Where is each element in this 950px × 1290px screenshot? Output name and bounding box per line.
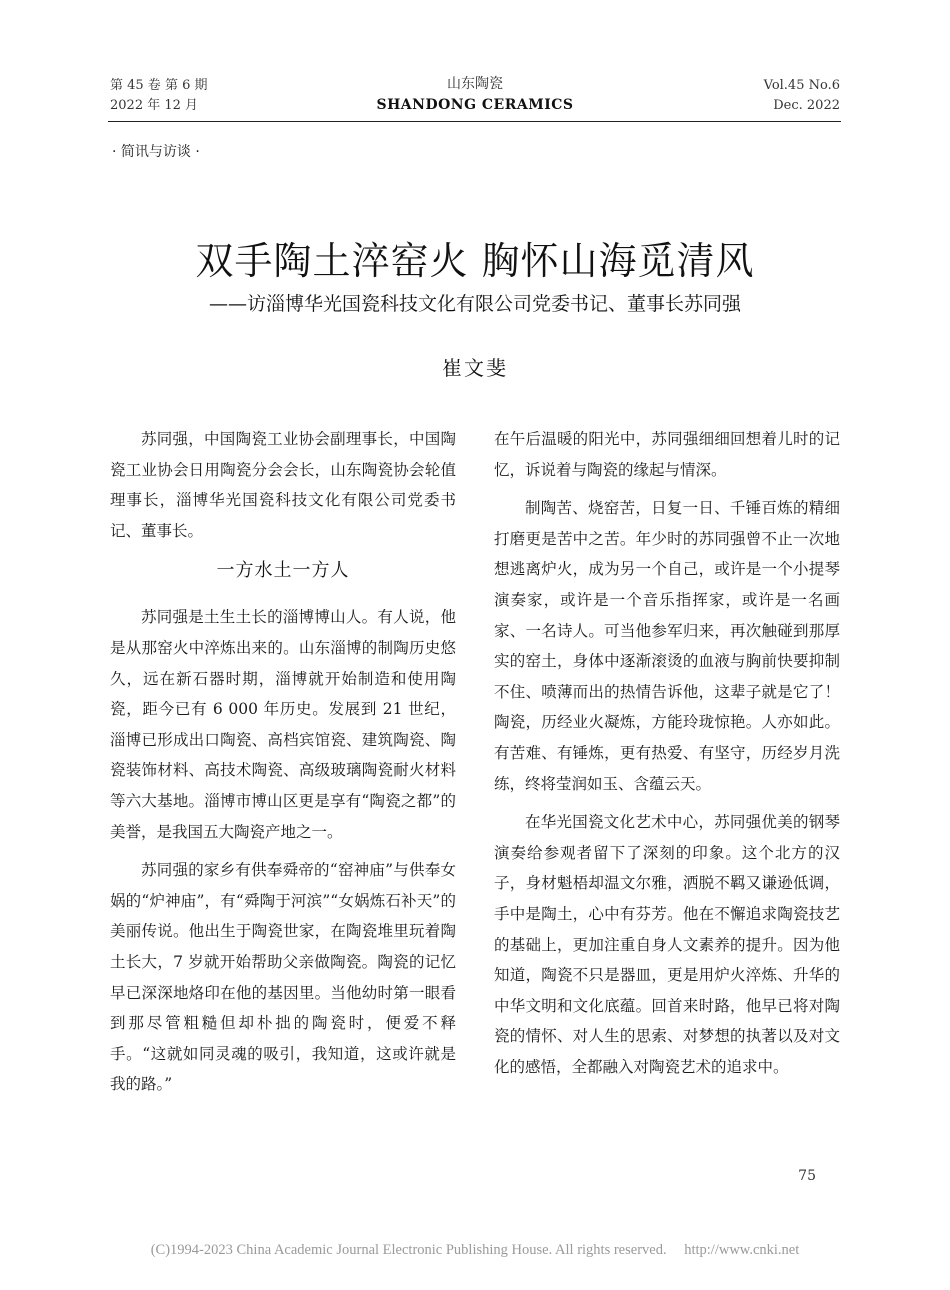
- date-en: Dec. 2022: [773, 98, 840, 113]
- page-number: 75: [798, 1168, 816, 1184]
- body-paragraph-3: 制陶苦、烧窑苦，日复一日、千锤百炼的精细打磨更是苦中之苦。年少时的苏同强曾不止一次地想逃离炉火，成为另一个自己，或许是一个小提琴演奏家，或许是一个音乐指挥家，或许是一名画家、一名诗人。可当他参军归来，再次触碰到那厚实的窑土，身体中逐渐滚烫的血液与胸前快要抑制不住、喷薄而出的热情告诉他，这辈子就是它了！陶瓷，历经业火凝炼，方能玲珑惊艳。人亦如此。有苦难、有锤炼，更有热爱、有坚守，历经岁月洗练，终将莹润如玉、含蕴云天。: [494, 499, 840, 793]
- header-right: [764, 76, 840, 116]
- article-subtitle: ——访淄博华光国瓷科技文化有限公司党委书记、董事长苏同强: [208, 293, 741, 315]
- header-rule: [108, 121, 841, 122]
- body-paragraph-1: 苏同强是土生土长的淄博博山人。有人说，他是从那窑火中淬炼出来的。山东淄博的制陶历史悠久，远在新石器时期，淄博就开始制造和使用陶瓷，距今已有 6 000 年历史。发展到 21 世纪，淄博已形成出口陶瓷、高档宾馆瓷、建筑陶瓷、陶瓷装饰材料、高技术陶瓷、高级玻璃陶瓷耐火材料等六大基地。淄博市博山区更是享有“陶瓷之都”的美誉，是我国五大陶瓷产地之一。: [110, 608, 456, 841]
- body-paragraph-4: 在华光国瓷文化艺术中心，苏同强优美的钢琴演奏给参观者留下了深刻的印象。这个北方的汉子，身材魁梧却温文尔雅，洒脱不羁又谦逊低调，手中是陶土，心中有芬芳。他在不懈追求陶瓷技艺的基础上，更加注重自身人文素养的提升。因为他知道，陶瓷不只是器皿，更是用炉火淬炼、升华的中华文明和文化底蕴。回首来时路，他早已将对陶瓷的情怀、对人生的思索、对梦想的执著以及对文化的感悟，全都融入对陶瓷艺术的追求中。: [494, 813, 840, 1076]
- right-column: [494, 424, 840, 1090]
- body-paragraph-2: 苏同强的家乡有供奉舜帝的“窑神庙”与供奉女娲的“炉神庙”，有“舜陶于河滨”“女娲炼石补天”的美丽传说。他出生于陶瓷世家，在陶瓷堆里玩着陶土长大，7 岁就开始帮助父亲做陶瓷。陶瓷的记忆早已深深地烙印在他的基因里。当他幼时第一眼看到那尽管粗糙但却朴拙的陶瓷时，便爱不释手。“这就如同灵魂的吸引，我知道，这或许就是我的路。”: [110, 861, 456, 1094]
- continued-paragraph: 在午后温暖的阳光中，苏同强细细回想着儿时的记忆，诉说着与陶瓷的缘起与情深。: [494, 430, 840, 479]
- column-tag: · 简讯与访谈 ·: [112, 144, 200, 160]
- journal-name-en: SHANDONG CERAMICS: [376, 97, 574, 113]
- article-title: 双手陶土淬窑火 胸怀山海觅清风: [195, 239, 755, 283]
- volume-issue-en: Vol.45 No.6: [763, 78, 840, 93]
- volume-issue-cn: 第 45 卷 第 6 期: [110, 78, 208, 93]
- section-heading: 一方水土一方人: [216, 560, 350, 582]
- article-author: 崔文斐: [442, 356, 508, 380]
- copyright-text: (C)1994-2023 China Academic Journal Electronic Publishing House. All rights reserved.: [150, 1242, 667, 1258]
- cnki-url[interactable]: http://www.cnki.net: [684, 1242, 800, 1258]
- date-cn: 2022 年 12 月: [110, 98, 199, 113]
- left-column: [110, 424, 456, 1108]
- copyright-line: [0, 1242, 950, 1259]
- intro-paragraph: 苏同强，中国陶瓷工业协会副理事长，中国陶瓷工业协会日用陶瓷分会会长，山东陶瓷协会轮值理事长，淄博华光国瓷科技文化有限公司党委书记、董事长。: [110, 430, 456, 540]
- journal-name-cn: 山东陶瓷: [447, 76, 503, 92]
